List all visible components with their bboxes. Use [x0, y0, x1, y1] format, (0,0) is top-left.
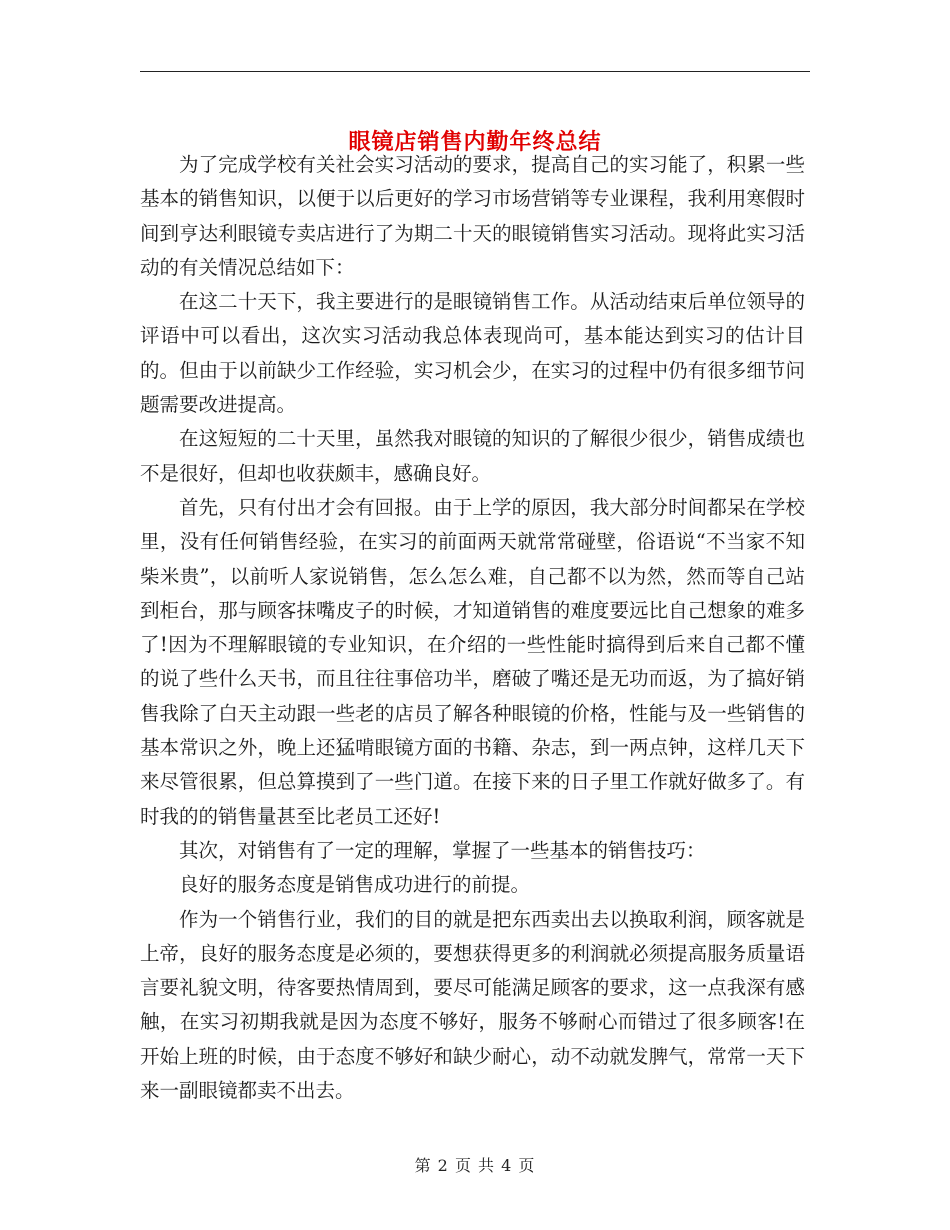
document-title: 眼镜店销售内勤年终总结	[348, 128, 602, 155]
document-body	[140, 148, 805, 1108]
header-rule	[140, 71, 810, 72]
paragraph: 在这二十天下，我主要进行的是眼镜销售工作。从活动结束后单位领导的评语中可以看出，这次实习活动我总体表现尚可，基本能达到实习的估计目的。但由于以前缺少工作经验，实习机会少，在实习的过程中仍有很多细节问题需要改进提高。	[140, 290, 805, 417]
paragraph: 其次，对销售有了一定的理解，掌握了一些基本的销售技巧：	[179, 838, 706, 862]
paragraph: 良好的服务态度是销售成功进行的前提。	[179, 873, 531, 897]
paragraph: 为了完成学校有关社会实习活动的要求，提高自己的实习能了，积累一些基本的销售知识，以便于以后更好的学习市场营销等专业课程，我利用寒假时间到亨达利眼镜专卖店进行了为期二十天的眼镜销售实习活动。现将此实习活动的有关情况总结如下：	[140, 153, 805, 279]
page-number-footer: 第 2 页 共 4 页	[414, 1156, 536, 1175]
paragraph: 首先，只有付出才会有回报。由于上学的原因，我大部分时间都呆在学校里，没有任何销售经验，在实习的前面两天就常常碰壁，俗语说“不当家不知柴米贵”，以前听人家说销售，怎么怎么难，自己都不以为然，然而等自己站到柜台，那与顾客抹嘴皮子的时候，才知道销售的难度要远比自己想象的难多了!因为不理解眼镜的专业知识，在介绍的一些性能时搞得到后来自己都不懂的说了些什么天书，而且往往事倍功半，磨破了嘴还是无功而返，为了搞好销售我除了白天主动跟一些老的店员了解各种眼镜的价格，性能与及一些销售的基本常识之外，晚上还猛啃眼镜方面的书籍、杂志，到一两点钟，这样几天下来尽管很累，但总算摸到了一些门道。在接下来的日子里工作就好做多了。有时我的的销售量甚至比老员工还好!	[140, 495, 805, 828]
paragraph: 在这短短的二十天里，虽然我对眼镜的知识的了解很少很少，销售成绩也不是很好，但却也收获颇丰，感确良好。	[140, 427, 805, 485]
paragraph: 作为一个销售行业，我们的目的就是把东西卖出去以换取利润，顾客就是上帝，良好的服务态度是必须的，要想获得更多的利润就必须提高服务质量语言要礼貌文明，待客要热情周到，要尽可能满足顾客的要求，这一点我深有感触，在实习初期我就是因为态度不够好，服务不够耐心而错过了很多顾客!在开始上班的时候，由于态度不够好和缺少耐心，动不动就发脾气，常常一天下来一副眼镜都卖不出去。	[140, 907, 805, 1103]
